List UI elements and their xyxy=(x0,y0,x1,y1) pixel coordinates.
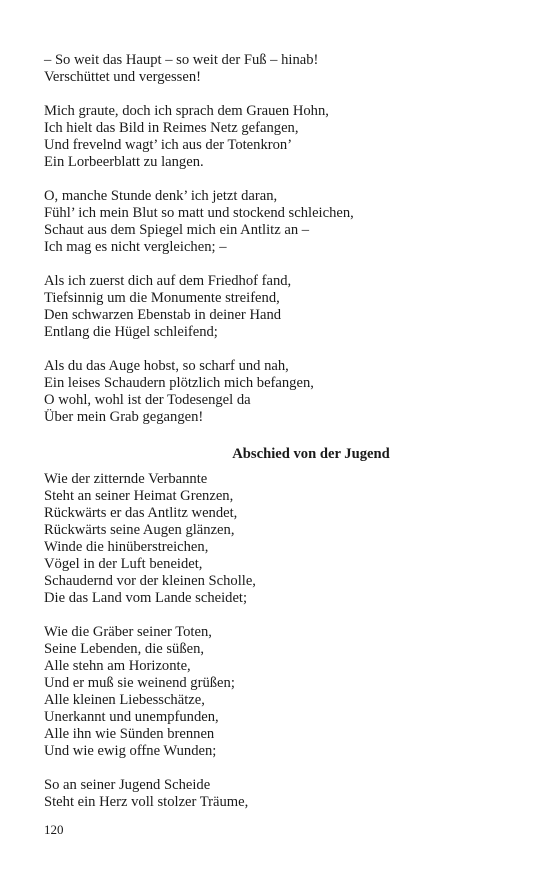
verse-line: Wie die Gräber seiner Toten, xyxy=(44,624,212,640)
verse-line: Vögel in der Luft beneidet, xyxy=(44,556,203,572)
verse-line: Schaudernd vor der kleinen Scholle, xyxy=(44,573,256,589)
verse-line: Seine Lebenden, die süßen, xyxy=(44,641,205,657)
poem-continuation xyxy=(44,52,524,426)
verse-line: Winde die hinüberstreichen, xyxy=(44,539,209,555)
verse-line: So an seiner Jugend Scheide xyxy=(44,777,211,793)
stanza xyxy=(44,358,524,426)
page-number: 120 xyxy=(44,822,64,837)
verse-line: O wohl, wohl ist der Todesengel da xyxy=(44,392,251,408)
verse-line: Ich hielt das Bild in Reimes Netz gefangen, xyxy=(44,120,299,136)
verse-line: Ein Lorbeerblatt zu langen. xyxy=(44,154,204,170)
verse-line: Schaut aus dem Spiegel mich ein Antlitz an – xyxy=(44,222,310,238)
verse-line: Alle ihn wie Sünden brennen xyxy=(44,726,215,742)
verse-line: Ein leises Schaudern plötzlich mich befangen, xyxy=(44,375,314,391)
verse-line: Rückwärts er das Antlitz wendet, xyxy=(44,505,238,521)
verse-line: Als ich zuerst dich auf dem Friedhof fand, xyxy=(44,273,292,289)
verse-line: Ich mag es nicht vergleichen; – xyxy=(44,239,227,255)
verse-line: Steht ein Herz voll stolzer Träume, xyxy=(44,794,249,810)
verse-line: Über mein Grab gegangen! xyxy=(44,409,204,425)
verse-line: Verschüttet und vergessen! xyxy=(44,69,201,85)
verse-line: Entlang die Hügel schleifend; xyxy=(44,324,218,340)
verse-line: Die das Land vom Lande scheidet; xyxy=(44,590,248,606)
verse-line: Steht an seiner Heimat Grenzen, xyxy=(44,488,234,504)
verse-line: Tiefsinnig um die Monumente streifend, xyxy=(44,290,280,306)
verse-line: Und er muß sie weinend grüßen; xyxy=(44,675,235,691)
verse-line: Alle kleinen Liebesschätze, xyxy=(44,692,205,708)
verse-line: Und frevelnd wagt’ ich aus der Totenkron’ xyxy=(44,137,293,153)
stanza xyxy=(44,188,524,256)
stanza xyxy=(44,624,524,760)
verse-line: Alle stehn am Horizonte, xyxy=(44,658,191,674)
stanza xyxy=(44,273,524,341)
verse-line: O, manche Stunde denk’ ich jetzt daran, xyxy=(44,188,278,204)
verse-line: Den schwarzen Ebenstab in deiner Hand xyxy=(44,307,282,323)
verse-line: Mich graute, doch ich sprach dem Grauen Hohn, xyxy=(44,103,329,119)
verse-line: – So weit das Haupt – so weit der Fuß – hinab! xyxy=(44,52,319,68)
verse-line: Wie der zitternde Verbannte xyxy=(44,471,208,487)
verse-line: Und wie ewig offne Wunden; xyxy=(44,743,217,759)
stanza xyxy=(44,471,524,607)
poem-title: Abschied von der Jugend xyxy=(232,446,390,462)
verse-line: Als du das Auge hobst, so scharf und nah, xyxy=(44,358,289,374)
poem-body xyxy=(44,471,524,811)
verse-line: Rückwärts seine Augen glänzen, xyxy=(44,522,235,538)
stanza xyxy=(44,52,524,86)
stanza xyxy=(44,777,524,811)
stanza xyxy=(44,103,524,171)
verse-line: Unerkannt und unempfunden, xyxy=(44,709,219,725)
verse-line: Fühl’ ich mein Blut so matt und stockend schleichen, xyxy=(44,205,354,221)
